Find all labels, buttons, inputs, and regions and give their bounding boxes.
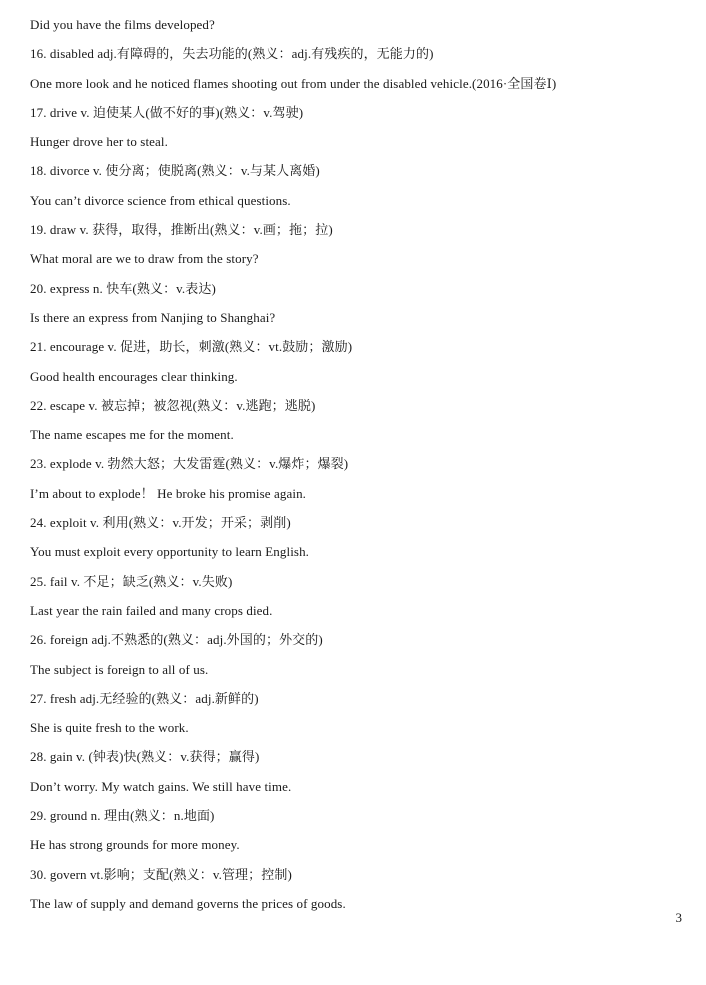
vocab-entry-definition: 22. escape v. 被忘掉；被忽视(熟义：v.逃跑；逃脱): [30, 397, 316, 413]
vocab-entry-definition: 23. explode v. 勃然大怒；大发雷霆(熟义：v.爆炸；爆裂): [30, 456, 349, 472]
vocab-example-sentence: Did you have the films developed?: [30, 17, 215, 32]
vocab-entry-definition: 24. exploit v. 利用(熟义：v.开发；开采；剥削): [30, 515, 291, 531]
vocab-example-sentence: You can’t divorce science from ethical questions.: [30, 192, 291, 208]
vocab-example-sentence: Good health encourages clear thinking.: [30, 368, 238, 384]
vocab-entry-definition: 21. encourage v. 促进，助长，刺激(熟义：vt.鼓励；激励): [30, 339, 353, 355]
vocab-example-sentence: The law of supply and demand governs the prices of goods.: [30, 895, 346, 911]
vocab-example-sentence: One more look and he noticed flames shooting out from under the disabled vehicle.(2016·全国卷Ⅰ): [30, 75, 557, 91]
vocab-example-sentence: Hunger drove her to steal.: [30, 134, 168, 150]
vocab-entry-definition: 20. express n. 快车(熟义：v.表达): [30, 280, 216, 296]
vocab-example-sentence: What moral are we to draw from the story?: [30, 251, 259, 267]
vocab-example-sentence: He has strong grounds for more money.: [30, 837, 240, 853]
vocab-entry-definition: 17. drive v. 迫使某人(做不好的事)(熟义：v.驾驶): [30, 104, 304, 120]
vocab-entry-definition: 28. gain v. (钟表)快(熟义：v.获得；赢得): [30, 749, 260, 765]
vocab-example-sentence: The name escapes me for the moment.: [30, 427, 234, 443]
vocab-entry-definition: 30. govern vt.影响；支配(熟义：v.管理；控制): [30, 866, 292, 882]
vocab-example-sentence: The subject is foreign to all of us.: [30, 661, 209, 677]
vocab-example-sentence: Don’t worry. My watch gains. We still have time.: [30, 778, 292, 794]
vocab-entry-definition: 26. foreign adj.不熟悉的(熟义：adj.外国的；外交的): [30, 632, 323, 648]
vocab-entry-definition: 25. fail v. 不足；缺乏(熟义：v.失败): [30, 573, 233, 589]
vocab-example-sentence: She is quite fresh to the work.: [30, 720, 189, 736]
vocab-entry-definition: 29. ground n. 理由(熟义：n.地面): [30, 808, 215, 824]
vocab-example-sentence: I’m about to explode！ He broke his promise again.: [30, 485, 307, 501]
vocab-entry-definition: 19. draw v. 获得，取得，推断出(熟义：v.画；拖；拉): [30, 222, 333, 238]
vocab-entry-definition: 18. divorce v. 使分离；使脱离(熟义：v.与某人离婚): [30, 163, 320, 179]
vocab-list: [30, 10, 686, 918]
vocab-entry-definition: 16. disabled adj.有障碍的，失去功能的(熟义：adj.有残疾的，无能力的): [30, 46, 434, 62]
page-number: 3: [675, 910, 682, 925]
vocab-example-sentence: Is there an express from Nanjing to Shanghai?: [30, 309, 276, 325]
vocab-example-sentence: Last year the rain failed and many crops died.: [30, 602, 273, 618]
vocab-entry-definition: 27. fresh adj.无经验的(熟义：adj.新鲜的): [30, 690, 259, 706]
vocab-example-sentence: You must exploit every opportunity to learn English.: [30, 544, 310, 560]
